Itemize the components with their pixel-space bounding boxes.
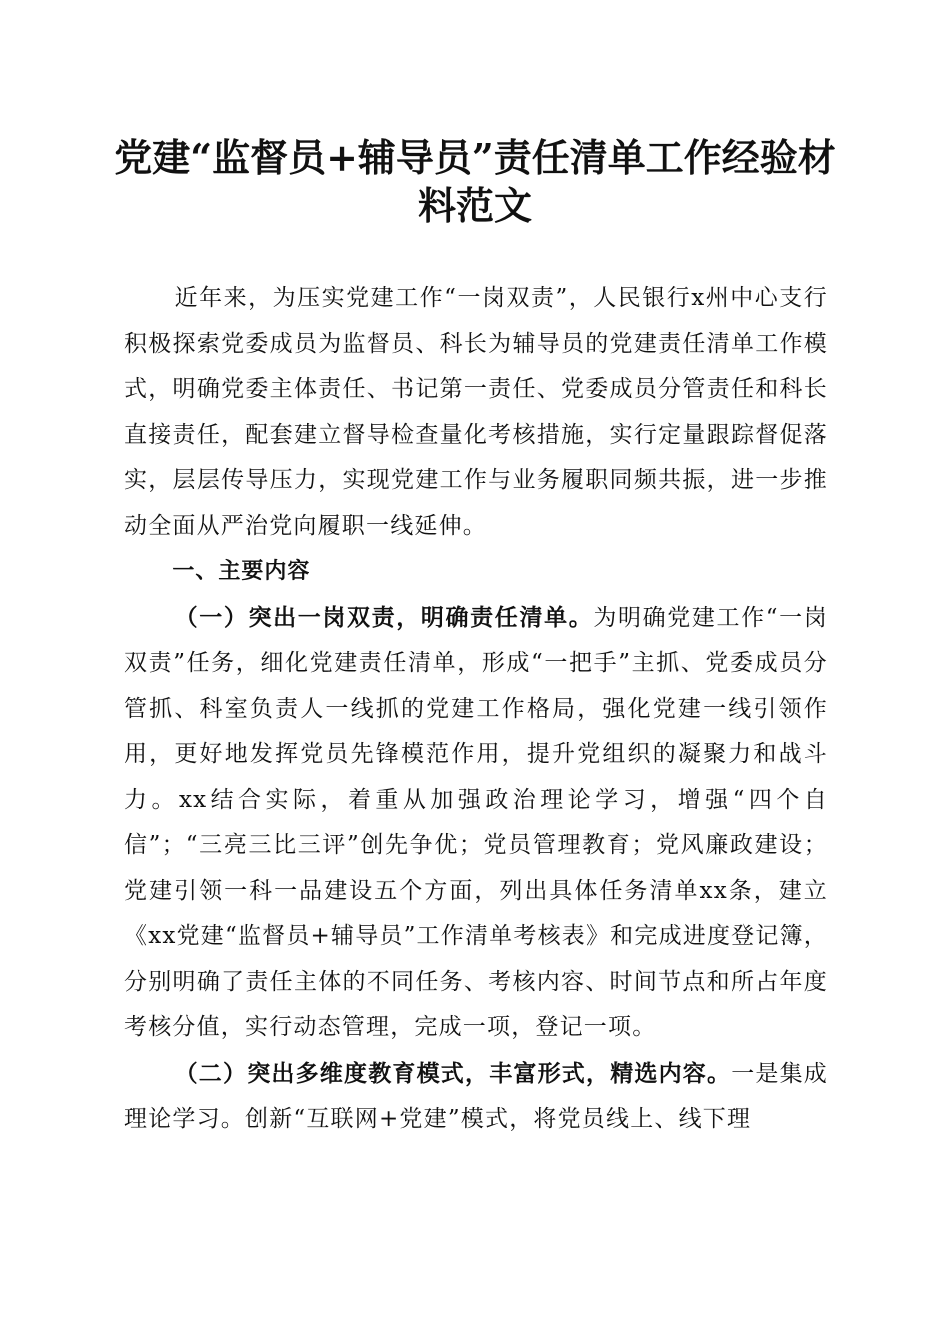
content-paragraph-1 — [124, 595, 828, 1051]
content-paragraph-2 — [124, 1051, 828, 1143]
paragraph-2-text: 一是集成理论学习。创新“互联网+党建”模式，将党员线上、线下理 — [124, 1060, 829, 1132]
intro-paragraph: 近年来，为压实党建工作“一岗双责”，人民银行x州中心支行积极探索党委成员为监督员、科长为辅导员的党建责任清单工作模式，明确党委主体责任、书记第一责任、党委成员分管责任和科长直接责任，配套建立督导检查量化考核措施，实行定量跟踪督促落实，层层传导压力，实现党建工作与业务履职同频共振，进一步推动全面从严治党向履职一线延伸。 — [124, 285, 828, 539]
paragraph-1-text: 为明确党建工作“一岗双责”任务，细化党建责任清单，形成“一把手”主抓、党委成员分管抓、科室负责人一线抓的党建工作格局，强化党建一线引领作用，更好地发挥党员先锋模范作用，提升党组织的凝聚力和战斗力。xx结合实际，着重从加强政治理论学习，增强“四个自信”；“三亮三比三评”创先争优；党员管理教育；党风廉政建设；党建引领一科一品建设五个方面，列出具体任务清单xx条，建立《xx党建“监督员+辅导员”工作清单考核表》和完成进度登记簿，分别明确了责任主体的不同任务、考核内容、时间节点和所占年度考核分值，实行动态管理，完成一项，登记一项。 — [124, 604, 828, 1040]
document-body — [124, 276, 828, 1143]
subheading-2: （二）突出多维度教育模式，丰富形式，精选内容。 — [174, 1059, 732, 1087]
subheading-1: （一）突出一岗双责，明确责任清单。 — [174, 603, 594, 631]
document-title: 党建“监督员+辅导员”责任清单工作经验材料范文 — [114, 135, 836, 228]
section-heading: 一、主要内容 — [172, 559, 311, 584]
